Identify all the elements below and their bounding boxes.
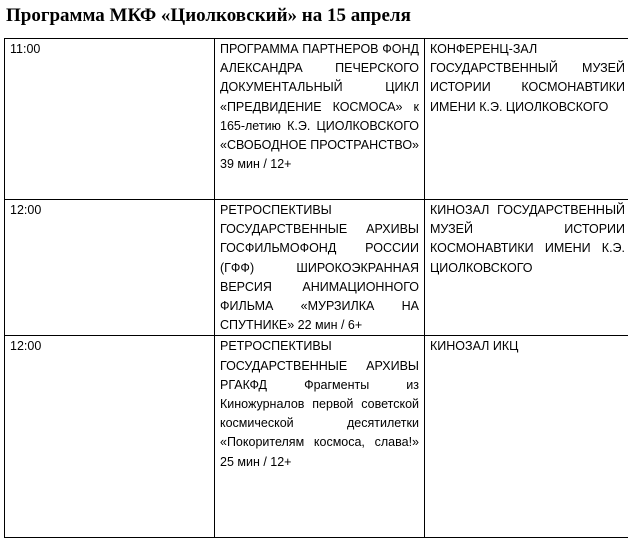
schedule-table	[4, 38, 628, 538]
venue-cell: КИНОЗАЛ ИКЦ	[425, 336, 628, 538]
table-row	[5, 200, 628, 336]
time-cell: 12:00	[5, 200, 215, 336]
page-title: Программа МКФ «Циолковский» на 15 апреля	[6, 4, 622, 28]
venue-cell: КОНФЕРЕНЦ-ЗАЛ ГОСУДАРСТВЕННЫЙ МУЗЕЙ ИСТОРИИ КОСМОНАВТИКИ ИМЕНИ К.Э. ЦИОЛКОВСКОГО	[425, 39, 628, 200]
time-cell: 11:00	[5, 39, 215, 200]
table-row	[5, 336, 628, 538]
program-cell: РЕТРОСПЕКТИВЫ ГОСУДАРСТВЕННЫЕ АРХИВЫ РГАКФД Фрагменты из Киножурналов первой советской космической десятилетки «Покорителям космоса, слава!» 25 мин / 12+	[215, 336, 425, 538]
table-row	[5, 39, 628, 200]
program-cell: РЕТРОСПЕКТИВЫ ГОСУДАРСТВЕННЫЕ АРХИВЫ ГОСФИЛЬМОФОНД РОССИИ (ГФФ) ШИРОКОЭКРАННАЯ ВЕРСИЯ АНИМАЦИОННОГО ФИЛЬМА «МУРЗИЛКА НА СПУТНИКЕ» 22 мин / 6+	[215, 200, 425, 336]
venue-cell: КИНОЗАЛ ГОСУДАРСТВЕННЫЙ МУЗЕЙ ИСТОРИИ КОСМОНАВТИКИ ИМЕНИ К.Э. ЦИОЛКОВСКОГО	[425, 200, 628, 336]
program-cell: ПРОГРАММА ПАРТНЕРОВ ФОНД АЛЕКСАНДРА ПЕЧЕРСКОГО ДОКУМЕНТАЛЬНЫЙ ЦИКЛ «ПРЕДВИДЕНИЕ КОСМОСА» к 165-летию К.Э. ЦИОЛКОВСКОГО «СВОБОДНОЕ ПРОСТРАНСТВО» 39 мин / 12+	[215, 39, 425, 200]
time-cell: 12:00	[5, 336, 215, 538]
